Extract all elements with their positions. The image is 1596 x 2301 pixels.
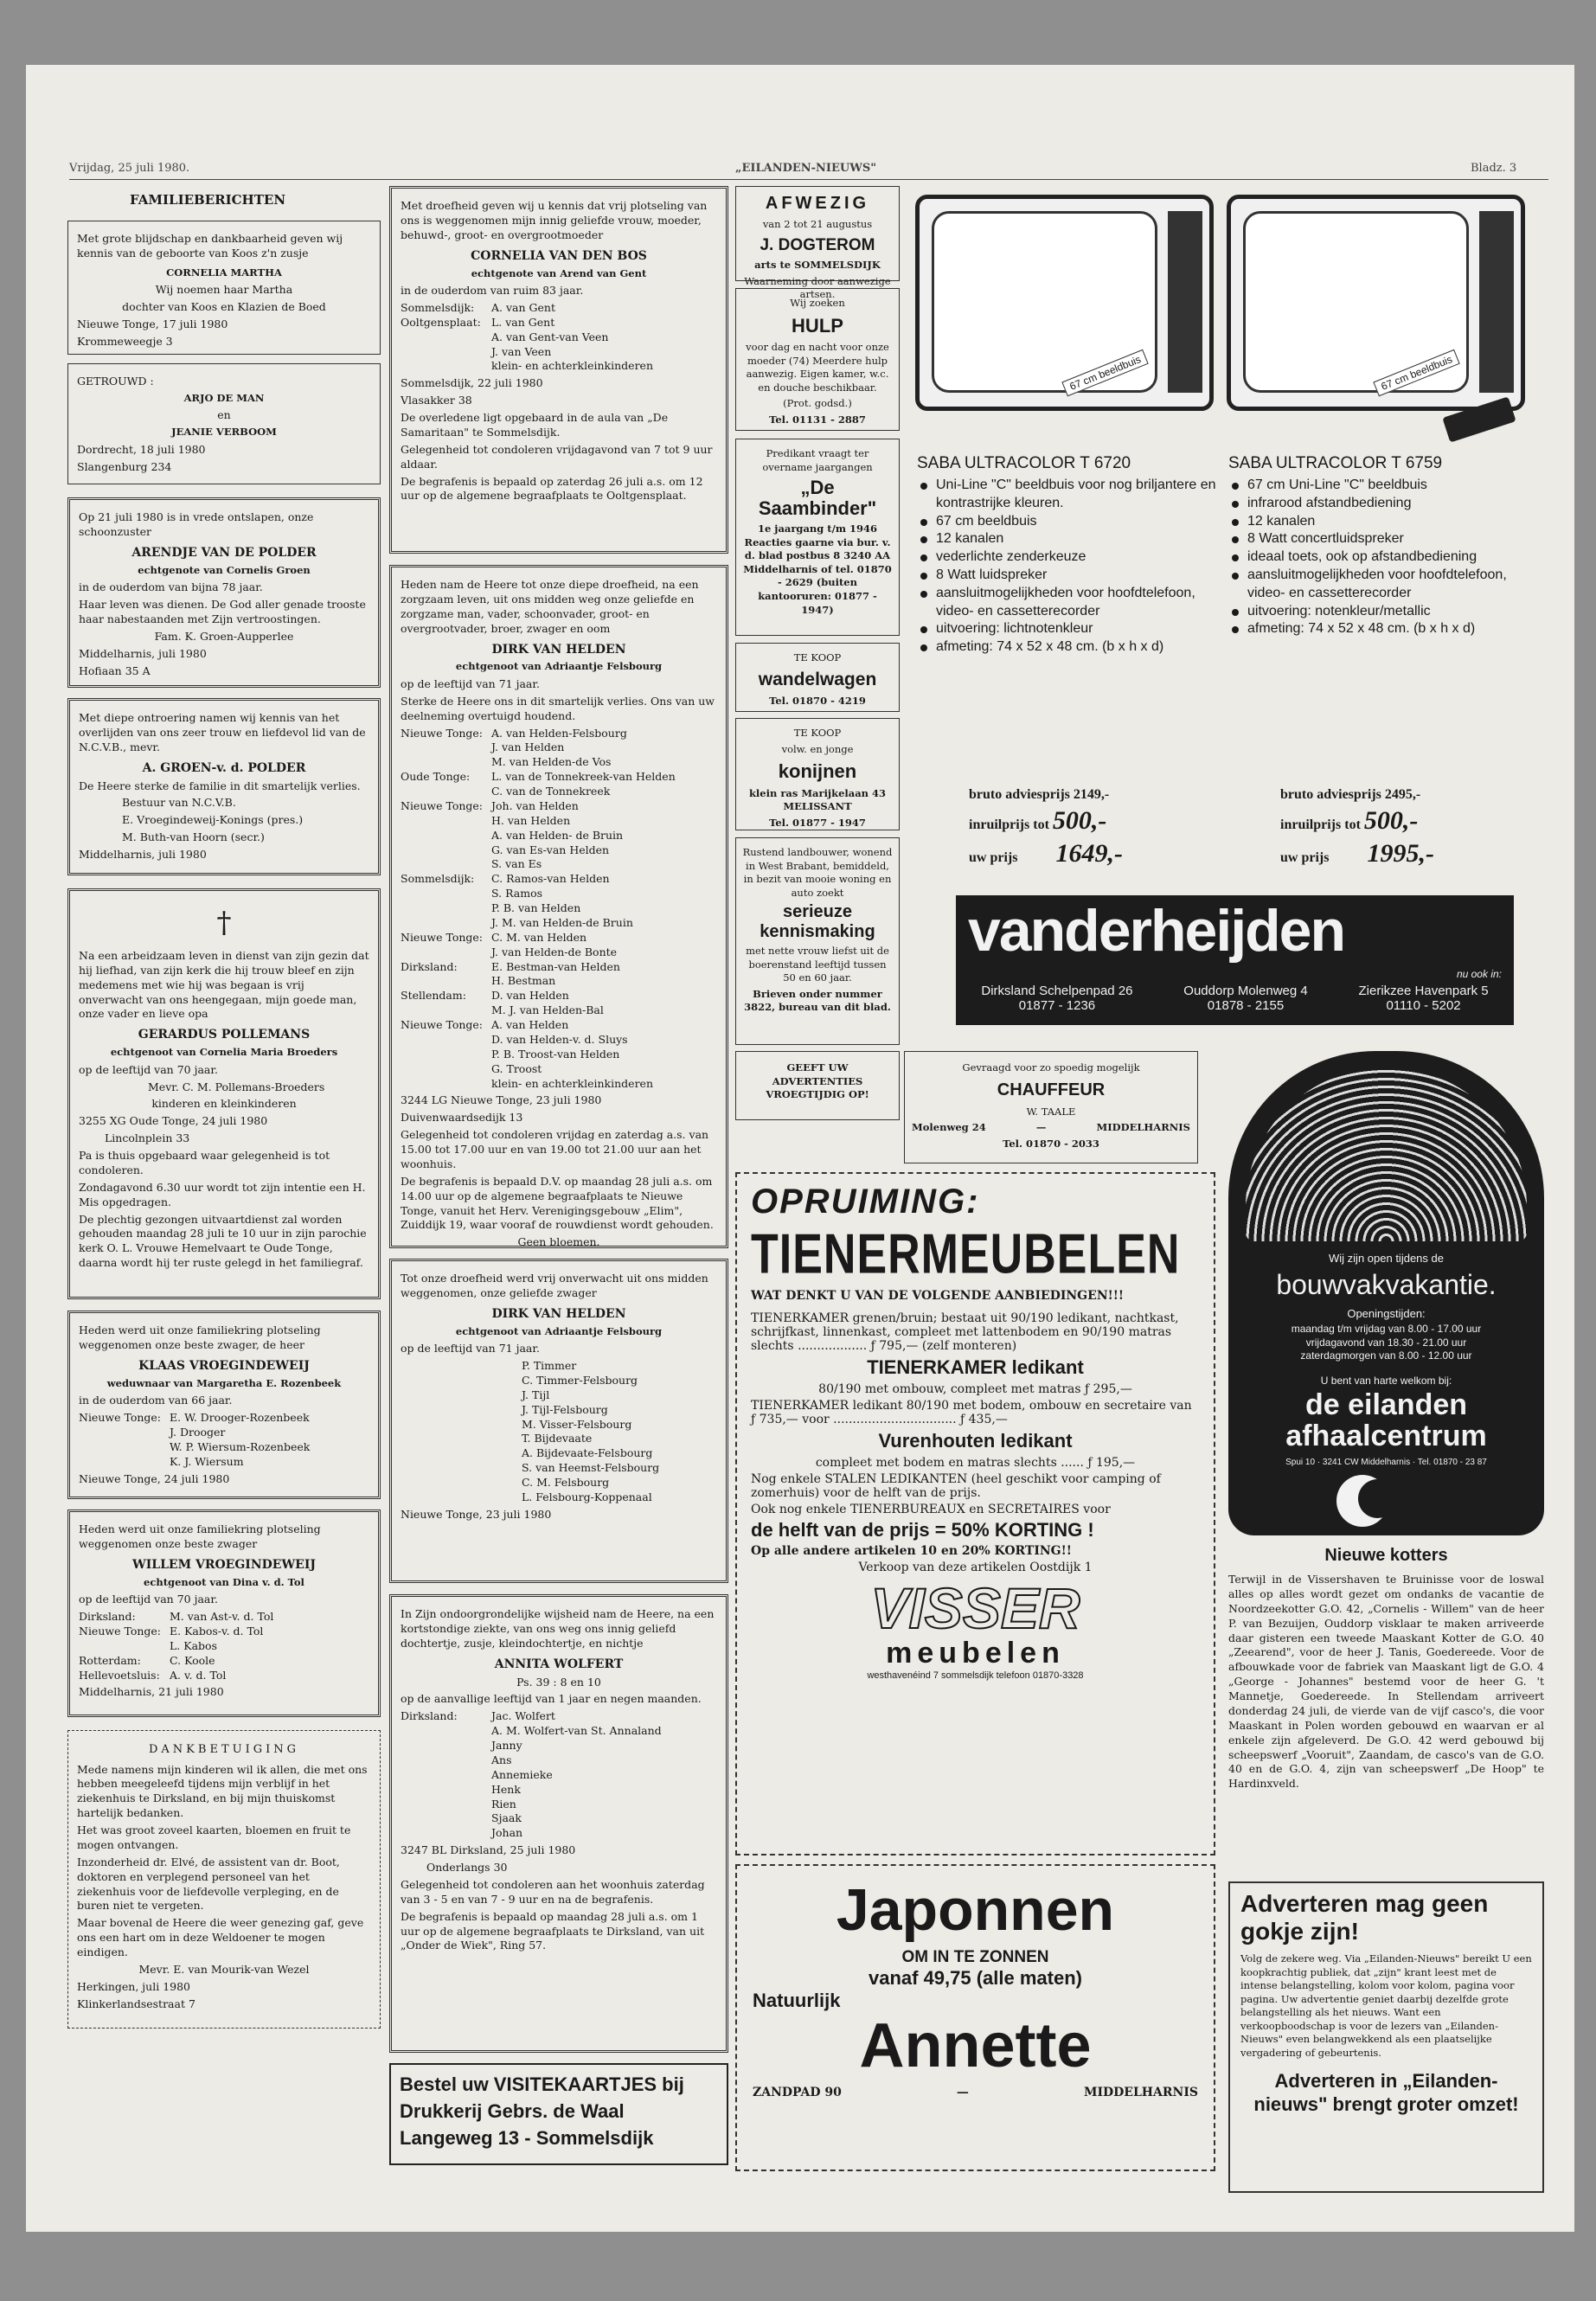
feature-item: aansluitmogelijkheden voor hoofdtelefoon, video- en cassetterecorder [917, 585, 1220, 621]
family-row [401, 1033, 717, 1048]
tv-6759-image: 67 cm beeldbuis [1227, 195, 1525, 411]
visitekaartjes-ad: Bestel uw VISITEKAARTJES bij Drukkerij Gebrs. de Waal Langeweg 13 - Sommelsdijk [389, 2063, 728, 2165]
header-page: Bladz. 3 [1471, 162, 1517, 175]
feature-item: Uni-Line "C" beeldbuis voor nog briljantere en kontrastrijke kleuren. [917, 477, 1220, 513]
family-name: M. Visser-Felsbourg [522, 1417, 632, 1431]
wandelwagen-ad: TE KOOP wandelwagen Tel. 01870 - 4219 [735, 643, 900, 712]
family-row [401, 857, 717, 872]
obituary-polder: Op 21 juli 1980 is in vrede ontslapen, onze schoonzuster ARENDJE VAN DE POLDER echtgenote van Cornelis Groen in de ouderdom van bijna 78 jaar. Haar leven was dienen. De God aller genade trooste haar nabestaanden met Zijn vertroostingen. Fam. K. Groen-Aupperlee Middelharnis, juli 1980 Hofiaan 35 A [67, 497, 381, 688]
saba-6759-prices: bruto adviesprijs 2495,- inruilprijs tot 500,- uw prijs 1995,- [1280, 787, 1434, 868]
family-row [401, 843, 717, 858]
row-place [401, 1003, 491, 1018]
row-place [401, 974, 491, 989]
family-name: Rien [491, 1797, 516, 1811]
row-place: Nieuwe Tonge: [401, 1018, 484, 1032]
row-name: L. van de Tonnekreek-van Helden [491, 770, 676, 784]
row-place [401, 887, 491, 901]
saba-6759-specs: SABA ULTRACOLOR T 6759 67 cm Uni-Line "C" beeldbuis infrarood afstandbediening 12 kanalen 8 Watt concertluidspreker ideaal toets, ook op afstandbediening aansluitmogelijkheden voor hoofdtelefoon, video- en cassetterecorder uitvoering: notenkleur/metallic afmeting: 74 x 52 x 48 cm. (b x h x d) [1228, 454, 1535, 642]
row-place: Dirksland: [401, 959, 458, 973]
family-row [401, 1048, 717, 1062]
family-row [401, 727, 717, 741]
row-name: C. Ramos-van Helden [491, 872, 610, 886]
row-name: C. M. van Helden [491, 930, 587, 944]
row-place [401, 901, 491, 916]
feature-item: 12 kanalen [1228, 513, 1535, 531]
row-name: H. Bestman [491, 974, 556, 988]
family-row [401, 916, 717, 931]
row-name: H. van Helden [491, 813, 571, 827]
obituary-dirk: Heden nam de Heere tot onze diepe droefheid, na een zorgzaam leven, uit ons midden weg onze geliefde en zorgzame man, vader, schoonvader, groot- en overgrootvader, broer, zwager en oom DIRK VAN HELDEN echtgenoot van Adriaantje Felsbourg op de leeftijd van 71 jaar. Sterke de Heere ons in dit smartelijk verlies. Ons van uw deelneming overtuigd houdend. Nieuwe Tonge: A. van Helden-Felsbourg J. van Helden M. van Helden-de Vos Oude Tonge: L. van de Tonnekreek-van Helden C. van de Tonnekreek Nieuwe Tonge: Joh. van Helden H. van Helden A. van Helden- de Bruin G. van Es-van Helden S. van Es Sommelsdijk: C. Ramos-van Helden S. Ramos P. B. van Helden J. M. van Helden-de Bruin Nieuwe Tonge: C. M. van Helden J. van Helden-de Bonte Dirksland: E. Bestman-van Helden H. Bestman Stellendam: D. van Helden M. J. van Helden-Bal Nieuwe Tonge: A. van Helden D. van Helden-v. d. Sluys P. B. Troost-van Helden G. Troost klein- en achterkleinkinderen 3244 LG Nieuwe Tonge, 23 juli 1980 Duivenwaardsedijk 13 Gelegenheid tot condoleren vrijdag en zaterdag a.s. van 15.00 tot 17.00 uur en van 19.00 tot 21.00 uur aan het woonhuis. De begrafenis is bepaald D.V. op maandag 28 juli a.s. om 14.00 uur op de algemene begraafplaats te Nieuwe Tonge, vanuit het Herv. Verenigingsgebouw „Elim", Zuiddijk 19, waar vooraf de rouwdienst wordt gehouden. Geen bloemen. [389, 565, 728, 1248]
header-date: Vrijdag, 25 juli 1980. [69, 162, 190, 175]
feature-item: afmeting: 74 x 52 x 48 cm. (b x h x d) [917, 638, 1220, 657]
obituary-dirk-zwager: Tot onze droefheid werd vrij onverwacht uit ons midden weggenomen, onze geliefde zwager DIRK VAN HELDEN echtgenoot van Adriaantje Felsbourg op de leeftijd van 71 jaar. P. Timmer C. Timmer-Felsbourg J. Tijl J. Tijl-Felsbourg M. Visser-Felsbourg T. Bijdevaate A. Bijdevaate-Felsbourg S. van Heemst-Felsbourg C. M. Felsbourg L. Felsbourg-Koppenaal Nieuwe Tonge, 23 juli 1980 [389, 1259, 728, 1583]
family-row [401, 989, 717, 1003]
row-name: J. van Helden [491, 740, 565, 754]
family-name: A. M. Wolfert-van St. Annaland [491, 1724, 662, 1738]
row-name: D. van Helden-v. d. Sluys [491, 1032, 628, 1046]
feature-item: 8 Watt concertluidspreker [1228, 530, 1535, 548]
saambinder-ad: Predikant vraagt ter overname jaargangen „De Saambinder" 1e jaargang t/m 1946 Reacties gaarne via bur. v. d. blad postbus 8 3240 AA Middelharnis of tel. 01870 - 2629 (buiten kantooruren: 01877 - 1947) [735, 439, 900, 636]
row-name: G. Troost [491, 1061, 542, 1075]
feature-item: 67 cm Uni-Line "C" beeldbuis [1228, 477, 1535, 495]
hulp-ad: Wij zoeken HULP voor dag en nacht voor onze moeder (74) Meerdere hulp aanwezig. Eigen kamer, w.c. en douche beschikbaar. (Prot. godsd.) Tel. 01131 - 2887 [735, 288, 900, 431]
newspaper-page [26, 65, 1574, 2232]
row-place [401, 1062, 491, 1077]
row-place: Nieuwe Tonge: [401, 726, 484, 740]
family-title: FAMILIEBERICHTEN [130, 192, 286, 208]
row-name: J. M. van Helden-de Bruin [491, 915, 633, 929]
family-row [401, 799, 717, 814]
feature-item: 67 cm beeldbuis [917, 513, 1220, 531]
family-row [401, 974, 717, 989]
family-row [401, 814, 717, 829]
row-name: P. B. Troost-van Helden [491, 1047, 620, 1061]
obituary-annita: In Zijn ondoorgrondelijke wijsheid nam de Heere, na een kortstondige ziekte, van ons weg ons innig geliefd dochtertje, zusje, kleindochtertje, en nichtje ANNITA WOLFERT Ps. 39 : 8 en 10 op de aanvallige leeftijd van 1 jaar en negen maanden. Dirksland: Jac. Wolfert A. M. Wolfert-van St. Annaland Janny Ans Annemieke Henk Rien Sjaak Johan 3247 BL Dirksland, 25 juli 1980 Onderlangs 30 Gelegenheid tot condoleren aan het woonhuis zaterdag van 3 - 5 en van 7 - 9 uur en na de begrafenis. De begrafenis is bepaald op maandag 28 juli a.s. om 1 uur op de algemene begraafplaats te Dirksland, van uit „Onder de Wiek", Ring 57. [389, 1594, 728, 2053]
family-row [401, 740, 717, 755]
saba-tv-ad [908, 186, 1548, 1034]
row-name: P. B. van Helden [491, 901, 581, 915]
dankbetuiging: DANKBETUIGING Mede namens mijn kinderen wil ik allen, die met ons hebben meegeleefd tijdens mijn verblijf in het ziekenhuis te Dirksland, en bij mijn thuiskomst hartelijk bedanken. Het was groot zoveel kaarten, bloemen en fruit te mogen ontvangen. Inzonderheid dr. Elvé, de assistent van dr. Boot, doktoren en verplegend personeel van het ziekenhuis voor de liefdevolle verpleging, en de buren niet te vergeten. Maar bovenal de Heere die weer genezing gaf, geve ons een hart om in deze Weldoener te mogen eindigen. Mevr. E. van Mourik-van Wezel Herkingen, juli 1980 Klinkerlandsestraat 7 [67, 1730, 381, 2029]
row-place: Nieuwe Tonge: [401, 798, 484, 812]
dirk-family-list [401, 727, 717, 1092]
geeft-op-notice: GEEFT UW ADVERTENTIES VROEGTIJDIG OP! [735, 1051, 900, 1120]
row-name: A. van Helden-Felsbourg [491, 726, 627, 740]
opening-hours: maandag t/m vrijdag van 8.00 - 17.00 uur vrijdagavond van 18.30 - 21.00 uur zaterdagmorgen van 8.00 - 12.00 uur [1291, 1323, 1482, 1362]
row-place: Nieuwe Tonge: [401, 930, 484, 944]
family-name: Ans [491, 1753, 512, 1766]
feature-item: vederlichte zenderkeuze [917, 548, 1220, 567]
family-name: Janny [491, 1739, 522, 1753]
row-place [401, 945, 491, 960]
row-place: Stellendam: [401, 989, 466, 1003]
dirk2-names-list [401, 1359, 717, 1505]
row-place [401, 829, 491, 843]
family-name: L. Felsbourg-Koppenaal [522, 1490, 652, 1503]
kennismaking-ad: Rustend landbouwer, wonend in West Brabant, bemiddeld, in bezit van mooie woning en auto zoekt serieuze kennismaking met nette vrouw liefst uit de boerenstand leeftijd tussen 50 en 60 jaar. Brieven onder nummer 3822, bureau van dit blad. [735, 837, 900, 1045]
feature-item: 12 kanalen [917, 530, 1220, 548]
family-row [401, 770, 717, 785]
birth-notice: Met grote blijdschap en dankbaarheid geven wij kennis van de geboorte van Koos z'n zusje CORNELIA MARTHA Wij noemen haar Martha dochter van Koos en Klazien de Boed Nieuwe Tonge, 17 juli 1980 Krommeweegje 3 [67, 221, 381, 355]
family-name: S. van Heemst-Felsbourg [522, 1461, 660, 1475]
nieuwe-kotters-article: Nieuwe kotters Terwijl in de Vissershaven te Bruinisse voor de loswal alles op alles wordt gezet om ondanks de vacantie de Noordzeekotter G.O. 42, „Cornelis - Willem" van de heer P. van Bezuijen, Ouddorp visklaar te maken arriveerde daar gisteren een tweede Maaskant Kotter de G.O. 40 „Zeearend", voor de heer J. Tanis, Goedereede. Voor de afbouwkade voor de fabriek van Maaskant ligt de G.O. 4 „George - Johannes" bestemd voor de heer G. 't Mannetje, Goedereede. In Stellendam arriveert donderdag 24 juli, de vierde van de vijf casco's, die voor Maaskant in Polen worden gebouwd en waarvan er al enkele zijn afgeleverd. De G.O. 42 werd gebouwd bij scheepswerf „Vooruit", Zaandam, de casco's van de G.O. 40 en de G.O. 4, zijn van scheepswerf „De Hoop" te Hardinxveld. [1228, 1546, 1544, 1791]
feature-item: afmeting: 74 x 52 x 48 cm. (b x h x d) [1228, 620, 1535, 638]
row-name: J. van Helden-de Bonte [491, 945, 618, 958]
family-name: J. Tijl [522, 1388, 550, 1401]
row-name: Joh. van Helden [491, 798, 579, 812]
family-name: Henk [491, 1782, 521, 1796]
row-name: M. J. van Helden-Bal [491, 1003, 604, 1017]
feature-item: uitvoering: notenkleur/metallic [1228, 603, 1535, 621]
family-row [401, 1003, 717, 1018]
annita-names-list [401, 1724, 717, 1841]
header-paper: „EILANDEN-NIEUWS" [735, 162, 877, 175]
row-place [401, 1048, 491, 1062]
afhaalcentrum-ad: Wij zijn open tijdens de bouwvakvakantie. Openingstijden: maandag t/m vrijdag van 8.00 - 17.00 uur vrijdagavond van 18.30 - 21.00 uur zaterdagmorgen van 8.00 - 12.00 uur U bent van harte welkom bij: de eilanden afhaalcentrum Spui 10 · 3241 CW Middelharnis · Tel. 01870 - 23 87 [1228, 1051, 1544, 1535]
tv-6720-image: 67 cm beeldbuis [915, 195, 1214, 411]
obituary-groen: Met diepe ontroering namen wij kennis van het overlijden van ons zeer trouw en liefdevol lid van de N.C.V.B., mevr. A. GROEN-v. d. POLDER De Heere sterke de familie in dit smartelijk verlies. Bestuur van N.C.V.B. E. Vroegindeweij-Konings (pres.) M. Buth-van Hoorn (secr.) Middelharnis, juli 1980 [67, 698, 381, 875]
row-name: A. van Helden- de Bruin [491, 828, 624, 842]
row-name: S. Ramos [491, 887, 543, 901]
family-name: A. Bijdevaate-Felsbourg [522, 1446, 653, 1460]
family-name: Sjaak [491, 1811, 522, 1825]
feature-item: uitvoering: lichtnotenkleur [917, 620, 1220, 638]
adverteren-gokje-ad: Adverteren mag geen gokje zijn! Volg de zekere weg. Via „Eilanden-Nieuws" bereikt U een koopkrachtig publiek, dat „zijn" krant leest met de intense belangstelling, kolom voor kolom, pagina voor pagina. Uw advertentie geniet daarbij dezelfde grote belangstelling als het nieuws. Want een verkoopboodschap is voor de lezers van „Eilanden-Nieuws" even belangwekkend als een plaatselijke vergadering of gebeurtenis. Adverteren in „Eilanden-nieuws" brengt groter omzet! [1228, 1881, 1544, 2193]
family-row [401, 1062, 717, 1077]
visser-logo: VISSER [870, 1576, 1080, 1640]
row-place [401, 843, 491, 858]
row-name: A. van Helden [491, 1018, 569, 1032]
family-row [401, 785, 717, 799]
row-name: klein- en achterkleinkinderen [491, 1076, 653, 1090]
row-name: D. van Helden [491, 989, 569, 1003]
wedding-notice: GETROUWD : ARJO DE MAN en JEANIE VERBOOM Dordrecht, 18 juli 1980 Slangenburg 234 [67, 363, 381, 484]
family-row [401, 829, 717, 843]
family-name: C. M. Felsbourg [522, 1476, 610, 1490]
saba-6720-prices: bruto adviesprijs 2149,- inruilprijs tot 500,- uw prijs 1649,- [969, 787, 1123, 868]
cross-icon: † [216, 906, 232, 940]
family-row [401, 960, 717, 975]
row-place [401, 785, 491, 799]
feature-item: ideaal toets, ook op afstandbediening [1228, 548, 1535, 567]
row-place [401, 1077, 491, 1092]
family-name: Annemieke [491, 1767, 553, 1781]
row-name: S. van Es [491, 857, 542, 871]
row-name: E. Bestman-van Helden [491, 959, 620, 973]
header-rule [69, 179, 1548, 180]
saba-6720-specs: SABA ULTRACOLOR T 6720 Uni-Line "C" beeldbuis voor nog briljantere en kontrastrijke kleuren. 67 cm beeldbuis 12 kanalen vederlichte zenderkeuze 8 Watt luidspreker aansluitmogelijkheden voor hoofdtelefoon, video- en cassetterecorder uitvoering: lichtnotenkleur afmeting: 74 x 52 x 48 cm. (b x h x d) [917, 454, 1220, 660]
feature-item: infrarood afstandbediening [1228, 495, 1535, 513]
family-row [401, 931, 717, 945]
obituary-bos: Met droefheid geven wij u kennis dat vrij plotseling van ons is weggenomen mijn innig geliefde vrouw, moeder, behuwd-, groot- en overgrootmoeder CORNELIA VAN DEN BOS echtgenote van Arend van Gent in de ouderdom van ruim 83 jaar. Sommelsdijk: A. van Gent Ooltgensplaat: L. van Gent A. van Gent-van Veen J. van Veen klein- en achterkleinkinderen Sommelsdijk, 22 juli 1980 Vlasakker 38 De overledene ligt opgebaard in de aula van „De Samaritaan" te Sommelsdijk. Gelegenheid tot condoleren vrijdagavond van 7 tot 9 uur aldaar. De begrafenis is bepaald op zaterdag 26 juli a.s. om 12 uur op de algemene begraafplaats te Ooltgensplaat. [389, 186, 728, 554]
vanderheijden-banner: vanderheijden nu ook in: Dirksland Schelpenpad 26 01877 - 1236 Ouddorp Molenweg 4 01878 - 2155 Zierikzee Havenpark 5 01110 - 5202 [956, 895, 1514, 1025]
family-row [401, 901, 717, 916]
family-row [401, 872, 717, 887]
konijnen-ad: TE KOOP volw. en jonge konijnen klein ras Marijkelaan 43 MELISSANT Tel. 01877 - 1947 [735, 718, 900, 830]
family-name: P. Timmer [522, 1359, 577, 1373]
row-place [401, 755, 491, 770]
family-row [401, 1018, 717, 1033]
family-row [401, 755, 717, 770]
row-name: G. van Es-van Helden [491, 843, 610, 856]
row-place [401, 857, 491, 872]
obituary-willem: Heden werd uit onze familiekring plotseling weggenomen onze beste zwager WILLEM VROEGINDEWEIJ echtgenoot van Dina v. d. Tol op de leeftijd van 70 jaar. Dirksland: M. van Ast-v. d. Tol Nieuwe Tonge: E. Kabos-v. d. Tol L. Kabos Rotterdam: C. Koole Hellevoetsluis: A. v. d. Tol Middelharnis, 21 juli 1980 [67, 1509, 381, 1717]
family-row [401, 887, 717, 901]
japonnen-ad: Japonnen OM IN TE ZONNEN vanaf 49,75 (alle maten) Natuurlijk Annette ZANDPAD 90 — MIDDELHARNIS [735, 1864, 1215, 2171]
row-name: M. van Helden-de Vos [491, 755, 612, 769]
sun-rays-graphic [1246, 1068, 1527, 1241]
shop-list: Dirksland Schelpenpad 26 01877 - 1236 Ouddorp Molenweg 4 01878 - 2155 Zierikzee Havenpark 5 01110 - 5202 [981, 984, 1489, 1013]
family-name: Johan [491, 1826, 523, 1840]
feature-item: 8 Watt luidspreker [917, 567, 1220, 585]
family-name: J. Tijl-Felsbourg [522, 1402, 608, 1416]
row-place: Oude Tonge: [401, 770, 471, 784]
feature-item: aansluitmogelijkheden voor hoofdtelefoon, video- en cassetterecorder [1228, 567, 1535, 603]
family-name: T. Bijdevaate [522, 1432, 593, 1445]
row-place [401, 740, 491, 755]
chauffeur-ad: Gevraagd voor zo spoedig mogelijk CHAUFFEUR W. TAALE Molenweg 24 — MIDDELHARNIS Tel. 01870 - 2033 [904, 1051, 1198, 1163]
vanderheijden-logo: vanderheijden [968, 898, 1345, 964]
obituary-klaas: Heden werd uit onze familiekring plotseling weggenomen onze beste zwager, de heer KLAAS VROEGINDEWEIJ weduwnaar van Margaretha E. Rozenbeek in de ouderdom van 66 jaar. Nieuwe Tonge: E. W. Drooger-Rozenbeek J. Drooger W. P. Wiersum-Rozenbeek K. J. Wiersum Nieuwe Tonge, 24 juli 1980 [67, 1311, 381, 1499]
opruiming-ad: OPRUIMING: TIENERMEUBELEN WAT DENKT U VAN DE VOLGENDE AANBIEDINGEN!!! TIENERKAMER grenen/bruin; bestaat uit 90/190 ledikant, nachtkast, schrijfkast, linnenkast, compleet met lattenbodem en 90/190 matras slechts .................. ƒ 795,— (zelf monteren) TIENERKAMER ledikant 80/190 met ombouw, compleet met matras ƒ 295,— TIENERKAMER ledikant 80/190 met bodem, ombouw en secretaire van ƒ 735,— voor ................................ ƒ 435,— Vurenhouten ledikant compleet met bodem en matras slechts ...... ƒ 195,— Nog enkele STALEN LEDIKANTEN (heel geschikt voor camping of zomerhuis) voor de helft van de prijs. Ook nog enkele TIENERBUREAUX en SECRETAIRES voor de helft van de prijs = 50% KORTING ! Op alle andere artikelen 10 en 20% KORTING!! Verkoop van deze artikelen Oostdijk 1 VISSER meubelen westhavenéind 7 sommelsdijk telefoon 01870-3328 [735, 1172, 1215, 1856]
row-name: C. van de Tonnekreek [491, 785, 611, 798]
row-place [401, 916, 491, 931]
family-row [401, 945, 717, 960]
family-name: C. Timmer-Felsbourg [522, 1373, 638, 1387]
family-row [401, 1077, 717, 1092]
row-place: Sommelsdijk: [401, 872, 475, 886]
obituary-pollemans: † Na een arbeidzaam leven in dienst van zijn gezin dat hij liefhad, van zijn kerk die hij trouw bleef en zijn medemens met wie hij was begaan is vrij onverwacht van ons heengegaan, mijn goede man, onze vader en lieve opa GERARDUS POLLEMANS echtgenoot van Cornelia Maria Broeders op de leeftijd van 70 jaar. Mevr. C. M. Pollemans-Broeders kinderen en kleinkinderen 3255 XG Oude Tonge, 24 juli 1980 Lincolnplein 33 Pa is thuis opgebaard waar gelegenheid is tot condoleren. Zondagavond 6.30 uur wordt tot zijn intentie een H. Mis opgedragen. De plechtig gezongen uitvaartdienst zal worden gehouden maandag 28 juli te 10 uur in zijn parochie kerk O. L. Vrouwe Hemelvaart te Oude Tonge, daarna wordt hij ter ruste gelegd in het familiegraf. [67, 888, 381, 1299]
afwezig-ad: AFWEZIG van 2 tot 21 augustus J. DOGTEROM arts te SOMMELSDIJK Waarneming door aanwezige artsen. [735, 186, 900, 281]
row-place [401, 814, 491, 829]
row-place [401, 1033, 491, 1048]
